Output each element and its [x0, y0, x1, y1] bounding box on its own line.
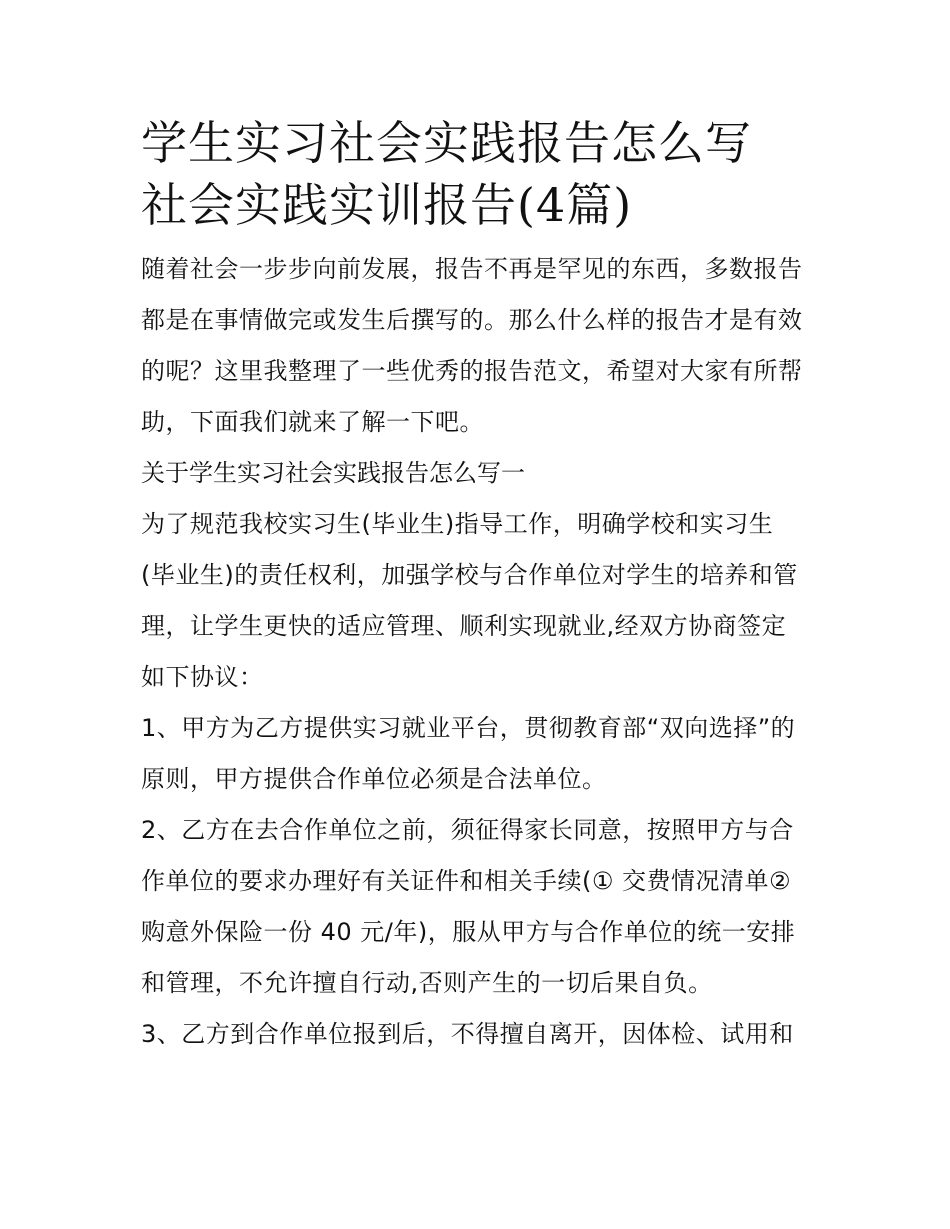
- text-line: 如下协议：: [141, 663, 264, 691]
- text-line: 随着社会一步步向前发展，报告不再是罕见的东西，多数报告: [141, 255, 803, 283]
- intro-paragraph: [141, 244, 831, 448]
- document-page: [141, 112, 831, 1060]
- text-line: 理，让学生更快的适应管理、顺利实现就业,经双方协商签定: [141, 612, 787, 640]
- text-line: 都是在事情做完或发生后撰写的。那么什么样的报告才是有效: [141, 306, 803, 334]
- section-heading: 关于学生实习社会实践报告怎么写一: [141, 459, 525, 487]
- text-line: 2、乙方在去合作单位之前，须征得家长同意，按照甲方与合: [141, 816, 794, 844]
- title-line: 学生实习社会实践报告怎么写: [141, 116, 752, 170]
- text-line: (毕业生)的责任权利，加强学校与合作单位对学生的培养和管: [141, 561, 798, 589]
- text-line: 购意外保险一份 40 元/年)，服从甲方与合作单位的统一安排: [141, 918, 796, 946]
- text-line: 助，下面我们就来了解一下吧。: [141, 408, 484, 436]
- clause-2: [141, 805, 831, 1009]
- clause-1: [141, 703, 831, 805]
- text-line: 1、甲方为乙方提供实习就业平台，贯彻教育部“双向选择”的: [141, 714, 796, 742]
- text-line: 和管理，不允许擅自行动,否则产生的一切后果自负。: [141, 969, 713, 997]
- document-title: [141, 112, 831, 236]
- text-line: 为了规范我校实习生(毕业生)指导工作，明确学校和实习生: [141, 510, 774, 538]
- text-line: 作单位的要求办理好有关证件和相关手续(① 交费情况清单②: [141, 867, 792, 895]
- clause-3: [141, 1009, 831, 1060]
- text-line: 3、乙方到合作单位报到后，不得擅自离开，因体检、试用和: [141, 1020, 794, 1048]
- agreement-paragraph: [141, 499, 831, 703]
- text-line: 的呢？这里我整理了一些优秀的报告范文，希望对大家有所帮: [141, 357, 803, 385]
- text-line: 原则，甲方提供合作单位必须是合法单位。: [141, 765, 607, 793]
- title-line: 社会实践实训报告(4篇): [141, 178, 633, 232]
